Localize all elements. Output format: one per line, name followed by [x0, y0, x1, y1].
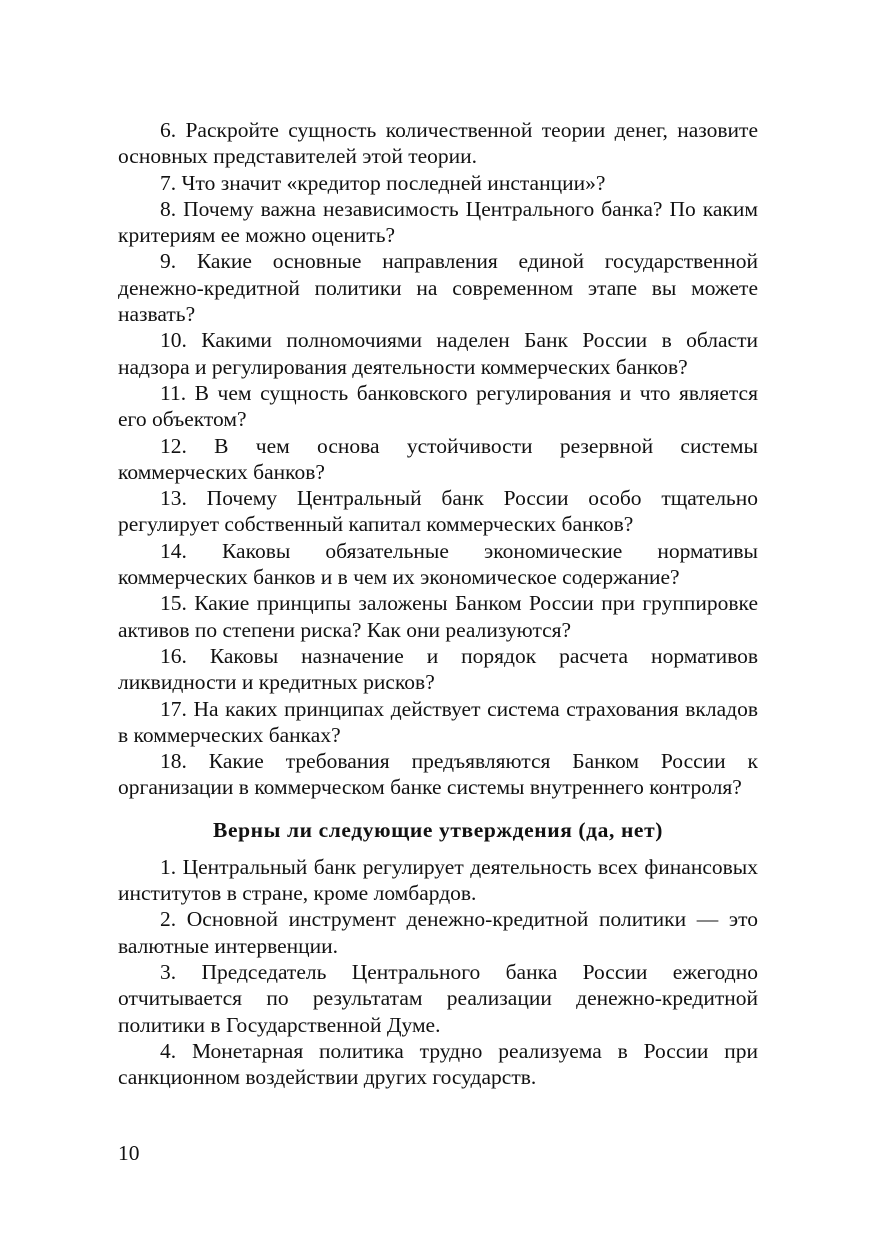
statement-4: 4. Монетарная политика трудно реализуема в России при санкционном воздействии других государств.	[118, 1038, 758, 1090]
question-6: 6. Раскройте сущность количественной теории денег, назовите основных представителей этой теории.	[118, 118, 758, 169]
question-11: 11. В чем сущность банковского регулирования и что является его объектом?	[118, 380, 758, 432]
question-18: 18. Какие требования предъявляются Банком России к организации в коммерческом банке системы внутреннего контроля?	[118, 749, 758, 800]
page-number: 10	[118, 1141, 140, 1165]
statement-2: 2. Основной инструмент денежно-кредитной политики — это валютные интервенции.	[118, 907, 758, 958]
question-10: 10. Какими полномочиями наделен Банк России в области надзора и регулирования деятельности коммерческих банков?	[118, 328, 758, 379]
question-12: 12. В чем основа устойчивости резервной системы коммерческих банков?	[118, 433, 758, 484]
statement-1: 1. Центральный банк регулирует деятельность всех финансовых институтов в стране, кроме ломбардов.	[118, 854, 758, 906]
question-16: 16. Каковы назначение и порядок расчета нормативов ликвидности и кредитных рисков?	[118, 643, 758, 695]
section-heading: Верны ли следующие утверждения (да, нет)	[213, 817, 663, 842]
question-13: 13. Почему Центральный банк России особо тщательно регулирует собственный капитал коммерческих банков?	[118, 486, 758, 537]
question-14: 14. Каковы обязательные экономические нормативы коммерческих банков и в чем их экономическое содержание?	[118, 538, 758, 590]
question-7: 7. Что значит «кредитор последней инстанции»?	[160, 170, 606, 195]
question-9: 9. Какие основные направления единой государственной денежно-кредитной политики на современном этапе вы можете назвать?	[118, 249, 758, 327]
page-body	[118, 117, 758, 1090]
question-8: 8. Почему важна независимость Центрального банка? По каким критериям ее можно оценить?	[118, 196, 758, 248]
question-17: 17. На каких принципах действует система страхования вкладов в коммерческих банках?	[118, 696, 758, 747]
statement-3: 3. Председатель Центрального банка России ежегодно отчитывается по результатам реализации денежно-кредитной политики в Государственной Думе.	[118, 959, 758, 1037]
question-15: 15. Какие принципы заложены Банком России при группировке активов по степени риска? Как они реализуются?	[118, 591, 758, 642]
